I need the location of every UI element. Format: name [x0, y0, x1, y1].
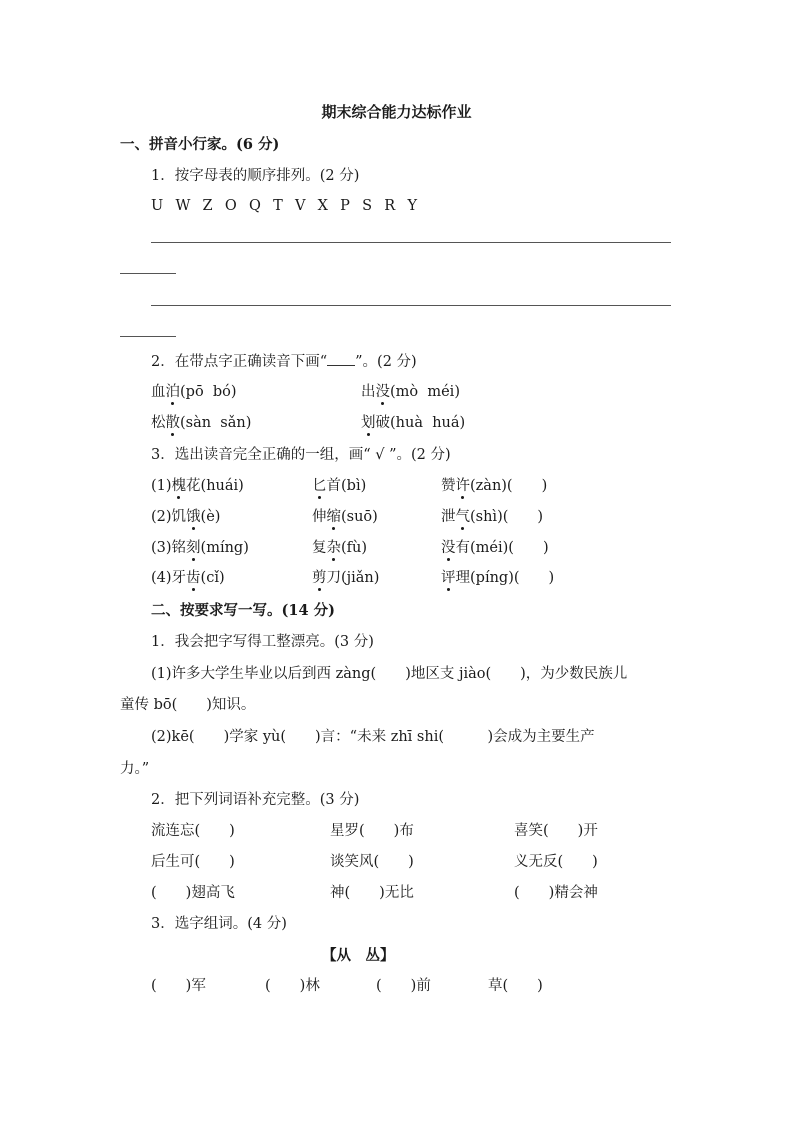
q2-prompt [151, 352, 417, 372]
pinyin-with-answer-blank[interactable]: (píng)( ) [470, 570, 555, 586]
q1-prompt: 1．按字母表的顺序排列。(2 分) [151, 168, 360, 184]
s2-q2-prompt: 2．把下列词语补充完整。(3 分) [151, 792, 360, 808]
reading-item [151, 413, 251, 433]
pinyin: (jiǎn) [341, 570, 380, 586]
idiom-blank[interactable]: ( )精会神 [514, 885, 598, 901]
dotted-char: 许 [455, 478, 470, 494]
word-char: 有 [455, 540, 470, 556]
section1-heading: 一、拼音小行家。(6 分) [120, 136, 280, 153]
reading-item [151, 382, 237, 402]
word-char: 铭 [171, 540, 187, 556]
pinyin-options[interactable]: (pō bó) [180, 384, 237, 400]
dotted-char: 刻 [186, 540, 201, 556]
pinyin-with-answer-blank[interactable]: (zàn)( ) [470, 478, 548, 494]
q2-prompt-start: 2．在带点字正确读音下画“ [151, 354, 328, 370]
s2-q1-paragraph2-line2: 力。” [120, 761, 150, 777]
idiom-blank[interactable]: 后生可( ) [151, 854, 235, 870]
dotted-char: 匕 [312, 478, 327, 494]
answer-line[interactable] [151, 305, 671, 306]
word-char: 饥 [171, 509, 187, 525]
word-char: 理 [455, 570, 470, 586]
pinyin-with-answer-blank[interactable]: (méi)( ) [470, 540, 549, 556]
dotted-char: 没 [441, 540, 456, 556]
idiom-blank[interactable]: 谈笑风( ) [330, 854, 414, 870]
word-group[interactable] [441, 476, 547, 496]
word-char: 刀 [326, 570, 341, 586]
item-char: 松 [151, 415, 166, 431]
dotted-char: 气 [455, 509, 470, 525]
idiom-blank[interactable]: 星罗( )布 [330, 823, 414, 839]
word-blank[interactable]: ( )前 [376, 978, 431, 994]
pinyin-options[interactable]: (sàn sǎn) [180, 415, 252, 431]
word-group[interactable] [441, 568, 554, 588]
section2-heading: 二、按要求写一写。(14 分) [151, 602, 335, 619]
dotted-char: 评 [441, 570, 456, 586]
word-group [312, 538, 367, 558]
word-blank[interactable]: 草( ) [488, 978, 543, 994]
word-group[interactable] [441, 538, 549, 558]
row-label: (1) [151, 478, 172, 494]
pinyin: (cǐ) [200, 570, 225, 586]
item-char: 血 [151, 384, 166, 400]
word-group [312, 568, 379, 588]
s2-q1-paragraph1-line2[interactable]: 童传 bō( )知识。 [120, 697, 256, 713]
word-group [151, 538, 249, 558]
word-char: 牙 [171, 570, 187, 586]
answer-line[interactable] [151, 242, 671, 243]
alphabet-letters: U W Z O Q T V X P S R Y [151, 198, 419, 214]
word-char: 泄 [441, 509, 456, 525]
idiom-blank[interactable]: ( )翅高飞 [151, 885, 235, 901]
s2-q1-paragraph2-line1[interactable]: (2)kē( )学家 yù( )言：“未来 zhī shi( )会成为主要生产 [151, 729, 595, 745]
s2-q1-prompt: 1．我会把字写得工整漂亮。(3 分) [151, 634, 374, 650]
pinyin: (fù) [341, 540, 368, 556]
pinyin-with-answer-blank[interactable]: (shì)( ) [470, 509, 544, 525]
word-char: 伸 [312, 509, 327, 525]
word-blank[interactable]: ( )军 [151, 978, 206, 994]
s2-q3-prompt: 3．选字组词。(4 分) [151, 916, 287, 932]
word-blank[interactable]: ( )林 [265, 978, 320, 994]
dotted-char: 杂 [326, 540, 341, 556]
q2-prompt-end: ”。(2 分) [355, 354, 417, 370]
item-char: 出 [361, 384, 376, 400]
word-char: 首 [326, 478, 341, 494]
row-label: (2) [151, 509, 172, 525]
reading-item [361, 413, 465, 433]
idiom-blank[interactable]: 神( )无比 [330, 885, 414, 901]
page-title: 期末综合能力达标作业 [321, 103, 472, 121]
word-group [151, 507, 220, 527]
dotted-char: 槐 [171, 478, 187, 494]
answer-line-continuation[interactable] [120, 273, 176, 274]
q3-prompt: 3．选出读音完全正确的一组，画“ √ ”。(2 分) [151, 447, 451, 463]
pinyin: (è) [200, 509, 221, 525]
word-group[interactable] [441, 507, 543, 527]
word-char: 花 [186, 478, 201, 494]
dotted-char: 饿 [186, 509, 201, 525]
s2-q1-paragraph1-line1[interactable]: (1)许多大学生毕业以后到西 zàng( )地区支 jiào( )，为少数民族儿 [151, 666, 628, 682]
pinyin: (huái) [200, 478, 244, 494]
word-char: 赞 [441, 478, 456, 494]
pinyin: (suō) [341, 509, 378, 525]
pinyin: (míng) [200, 540, 249, 556]
word-group [312, 507, 378, 527]
answer-line-continuation[interactable] [120, 336, 176, 337]
idiom-blank[interactable]: 义无反( ) [514, 854, 598, 870]
dotted-char: 剪 [312, 570, 327, 586]
character-choice: 【从 丛】 [322, 947, 395, 964]
dotted-char: 泊 [165, 384, 180, 400]
idiom-blank[interactable]: 喜笑( )开 [514, 823, 598, 839]
reading-item [361, 382, 460, 402]
dotted-char: 没 [375, 384, 390, 400]
word-char: 复 [312, 540, 327, 556]
row-label: (4) [151, 570, 172, 586]
word-group [151, 476, 244, 496]
row-label: (3) [151, 540, 172, 556]
pinyin: (bì) [341, 478, 367, 494]
underline-sample [327, 353, 355, 366]
dotted-char: 散 [165, 415, 180, 431]
dotted-char: 划 [361, 415, 376, 431]
dotted-char: 缩 [326, 509, 341, 525]
word-group [151, 568, 225, 588]
idiom-blank[interactable]: 流连忘( ) [151, 823, 235, 839]
pinyin-options[interactable]: (huà huá) [390, 415, 466, 431]
dotted-char: 齿 [186, 570, 201, 586]
pinyin-options[interactable]: (mò méi) [390, 384, 460, 400]
word-group [312, 476, 366, 496]
item-char: 破 [375, 415, 390, 431]
